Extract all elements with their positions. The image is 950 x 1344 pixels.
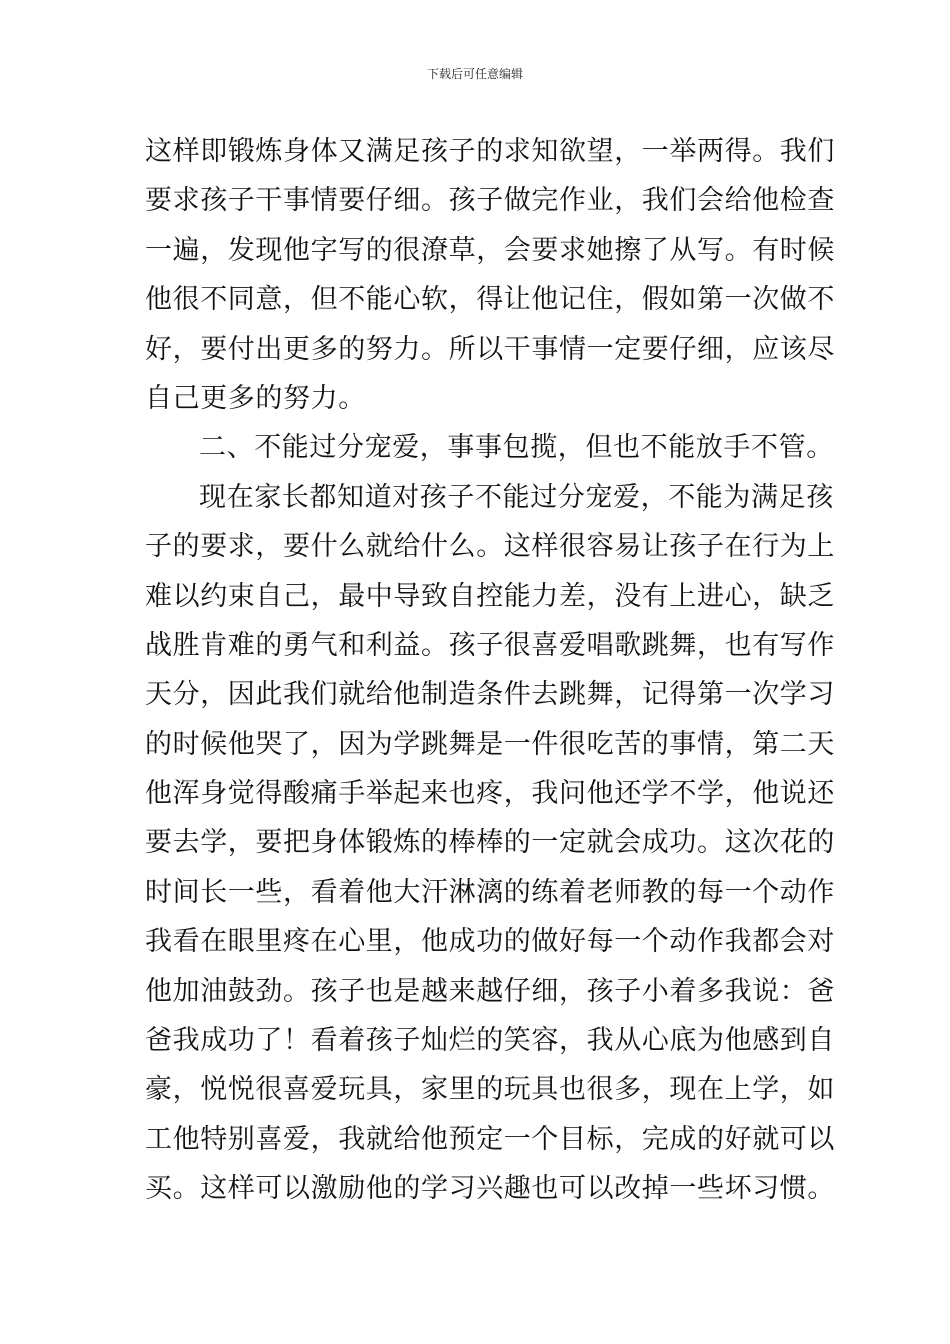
text-line: 现在家长都知道对孩子不能过分宠爱，不能为满足孩 xyxy=(199,481,834,513)
text-line: 我看在眼里疼在心里，他成功的做好每一个动作我都会对 xyxy=(145,926,835,958)
text-line: 一遍，发现他字写的很潦草，会要求她擦了从写。有时候 xyxy=(145,234,835,266)
text-line: 自己更多的努力。 xyxy=(145,382,366,414)
text-line: 时间长一些，看着他大汗淋漓的练着老师教的每一个动作 xyxy=(145,876,835,908)
text-line: 要求孩子干事情要仔细。孩子做完作业，我们会给他检查 xyxy=(145,185,835,217)
text-line: 天分，因此我们就给他制造条件去跳舞，记得第一次学习 xyxy=(145,679,835,711)
text-line: 子的要求，要什么就给什么。这样很容易让孩子在行为上 xyxy=(145,531,835,563)
text-line: 难以约束自己，最中导致自控能力差，没有上进心，缺乏 xyxy=(145,580,835,612)
text-line: 工他特别喜爱，我就给他预定一个目标，完成的好就可以 xyxy=(145,1123,835,1155)
text-line: 豪，悦悦很喜爱玩具，家里的玩具也很多，现在上学，如 xyxy=(145,1074,835,1106)
text-line: 的时候他哭了，因为学跳舞是一件很吃苦的事情，第二天 xyxy=(145,728,835,760)
page-header: 下载后可任意编辑 xyxy=(426,67,523,81)
text-line: 他加油鼓劲。孩子也是越来越仔细，孩子小着多我说：爸 xyxy=(145,975,835,1007)
text-line: 好，要付出更多的努力。所以干事情一定要仔细，应该尽 xyxy=(145,333,835,365)
section-heading: 二、不能过分宠爱，事事包揽，但也不能放手不管。 xyxy=(199,432,834,464)
text-line: 要去学，要把身体锻炼的棒棒的一定就会成功。这次花的 xyxy=(145,827,835,859)
document-body xyxy=(145,127,835,1214)
text-line: 他浑身觉得酸痛手举起来也疼，我问他还学不学，他说还 xyxy=(145,778,835,810)
text-line: 爸我成功了！看着孩子灿烂的笑容，我从心底为他感到自 xyxy=(145,1025,835,1057)
text-line: 这样即锻炼身体又满足孩子的求知欲望，一举两得。我们 xyxy=(145,136,835,167)
text-line: 买。这样可以激励他的学习兴趣也可以改掉一些坏习惯。 xyxy=(145,1173,835,1205)
text-line: 战胜肯难的勇气和利益。孩子很喜爱唱歌跳舞，也有写作 xyxy=(145,629,835,661)
text-line: 他很不同意，但不能心软，得让他记住，假如第一次做不 xyxy=(145,284,835,316)
